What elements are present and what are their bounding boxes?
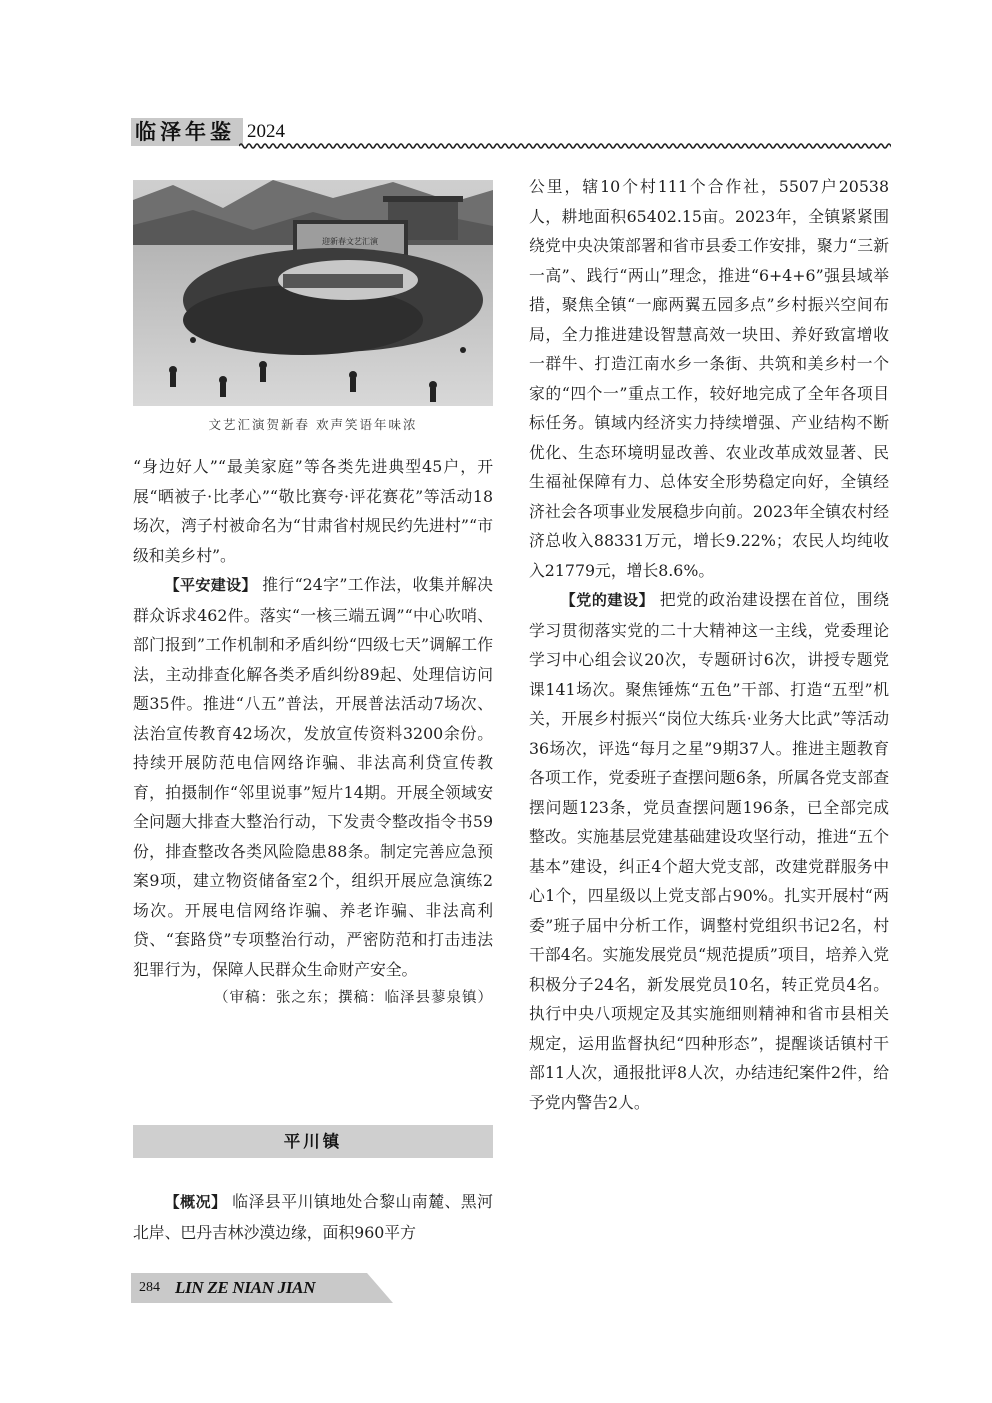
- header-wave-rule: [239, 142, 891, 150]
- safety-label: 【平安建设】: [164, 576, 257, 594]
- safety-paragraph: [133, 570, 493, 984]
- header-year: 2024: [247, 121, 285, 142]
- party-label: 【党的建设】: [560, 591, 655, 609]
- overview-paragraph: [133, 1187, 493, 1247]
- section-title: 平川镇: [133, 1125, 493, 1158]
- page-footer: [131, 1273, 401, 1307]
- overview-text: 临泽县平川镇地处合黎山南麓、黑河北岸、巴丹吉林沙漠边缘，面积960平方: [133, 1192, 493, 1242]
- page-header: [131, 118, 891, 158]
- right-column: [529, 172, 889, 1117]
- party-text: 把党的政治建设摆在首位，围绕学习贯彻落实党的二十大精神这一主线，党委理论学习中心组会议20次，专题研讨6次，讲授专题党课141场次。聚焦锤炼“五色”干部、打造“五型”机关，开展乡村振兴“岗位大练兵·业务大比武”等活动36场次，评选“每月之星”9期37人。推进主题教育各项工作，党委班子查摆问题6条，所属各党支部查摆问题123条，党员查摆问题196条，已全部完成整改。实施基层党建基础建设攻坚行动，推进“五个基本”建设，纠正4个超大党支部，改建党群服务中心1个，四星级以上党支部占90%。扎实开展村“两委”班子届中分析工作，调整村党组织书记2名，村干部4名。实施发展党员“规范提质”项目，培养入党积极分子24名，新发展党员10名，转正党员4名。执行中央八项规定及其实施细则精神和省市县相关规定，运用监督执纪“四种形态”，提醒谈话镇村干部11人次，通报批评8人次，办结违纪案件2件，给予党内警告2人。: [529, 590, 889, 1112]
- right-continued-paragraph: 公里，辖10个村111个合作社，5507户20538人，耕地面积65402.15亩。2023年，全镇紧紧围绕党中央决策部署和省市县委工作安排，聚力“三新一高”、践行“两山”理念，推进“6+4+6”强县域举措，聚焦全镇“一廊两翼五园多点”乡村振兴空间布局，全力推进建设智慧高效一块田、养好致富增收一群牛、打造江南水乡一条街、共筑和美乡村一个家的“四个一”重点工作，较好地完成了全年各项目标任务。镇域内经济实力持续增强、产业结构不断优化、生态环境明显改善、农业改革成效显著、民生福祉保障有力、总体安全形势稳定向好，全镇经济社会各项事业发展稳步向前。2023年全镇农村经济总收入88331万元，增长9.22%；农民人均纯收入21779元，增长8.6%。: [529, 177, 889, 580]
- photo-illustration: [133, 180, 493, 406]
- running-title: LIN ZE NIAN JIAN: [175, 1278, 316, 1297]
- party-paragraph: [529, 585, 889, 1117]
- safety-text: 推行“24字”工作法，收集并解决群众诉求462件。落实“一核三端五调”“中心吹哨、部门报到”工作机制和矛盾纠纷“四级七天”调解工作法，主动排查化解各类矛盾纠纷89起、处理信访问题35件。推进“八五”普法，开展普法活动7场次、法治宣传教育42场次，发放宣传资料3200余份。持续开展防范电信网络诈骗、非法高利贷宣传教育，拍摄制作“邻里说事”短片14期。开展全领域安全问题大排查大整治行动，下发责令整改指令书59份，排查整改各类风险隐患88条。制定完善应急预案9项，建立物资储备室2个，组织开展应急演练2场次。开展电信网络诈骗、养老诈骗、非法高利贷、“套路贷”专项整治行动，严密防范和打击违法犯罪行为，保障人民群众生命财产安全。: [133, 575, 493, 979]
- overview-label: 【概况】: [164, 1193, 227, 1211]
- credit-line: （审稿：张之东；撰稿：临泽县蓼泉镇）: [214, 990, 493, 1006]
- photo-caption: 文艺汇演贺新春 欢声笑语年味浓: [208, 417, 418, 432]
- page-number: 284: [139, 1280, 160, 1295]
- continued-paragraph: “身边好人”“最美家庭”等各类先进典型45户，开展“晒被子·比孝心”“敬比赛夸·评花赛花”等活动18场次，湾子村被命名为“甘肃省村规民约先进村”“市级和美乡村”。: [133, 457, 493, 565]
- event-photo: [133, 180, 493, 406]
- book-title: 临泽年鉴: [131, 118, 243, 146]
- stage-banner-text: 迎新春文艺汇演: [322, 237, 378, 246]
- left-column-bottom: [133, 1187, 493, 1247]
- left-column: [133, 452, 493, 1014]
